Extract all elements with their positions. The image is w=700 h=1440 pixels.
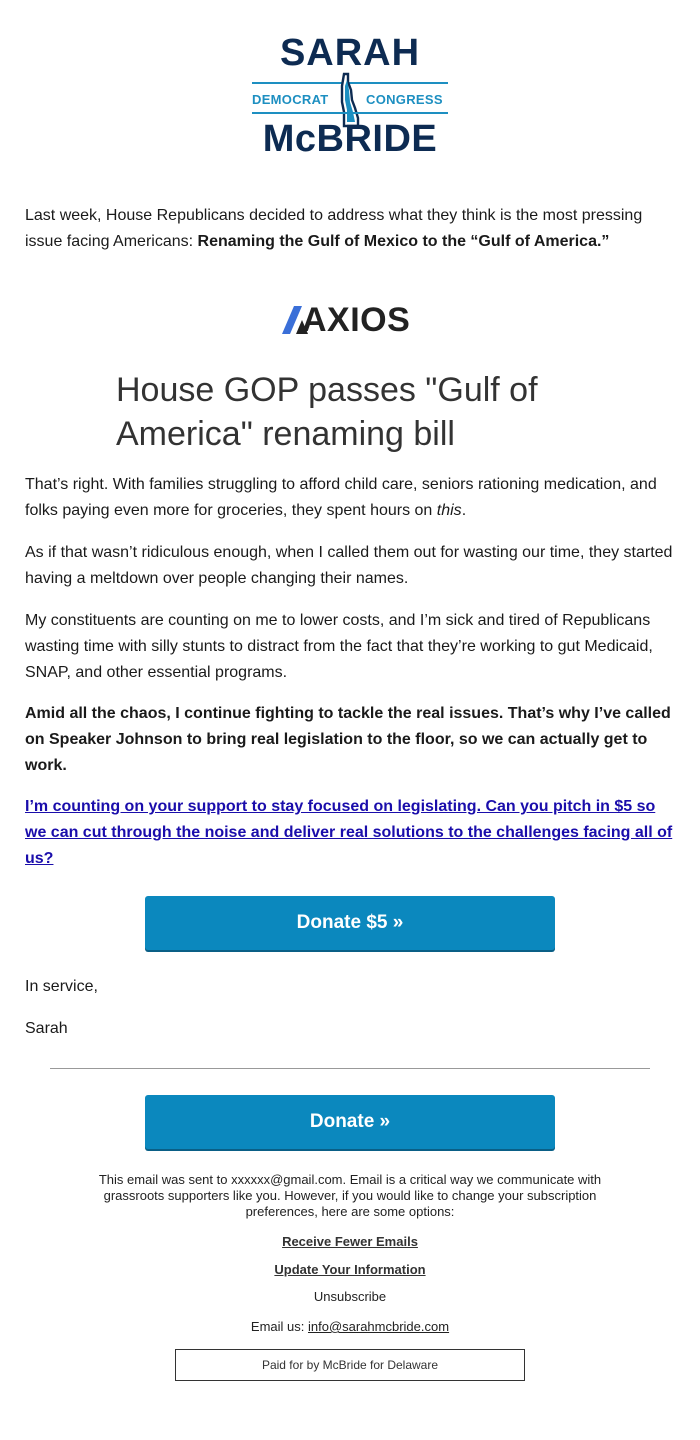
logo-divider-bottom: [252, 112, 448, 114]
donation-ask-link[interactable]: I’m counting on your support to stay focused on legislating. Can you pitch in $5 so we can cut through the noise and deliver real solutions to the challenges facing all of us?: [25, 798, 673, 867]
article-headline: House GOP passes "Gulf of America" renaming bill: [116, 371, 538, 453]
paragraph-4-bold: Amid all the chaos, I continue fighting to tackle the real issues. That’s why I’ve called on Speaker Johnson to bring real legislation to the floor, so we can actually get to work.: [25, 705, 671, 774]
signoff-name: Sarah: [25, 1020, 68, 1037]
receive-fewer-emails-link[interactable]: Receive Fewer Emails: [282, 1234, 418, 1249]
logo-first-name: SARAH: [279, 32, 421, 74]
donate-button[interactable]: Donate »: [145, 1095, 555, 1149]
paragraph-1-end: .: [461, 502, 467, 519]
donate-5-button[interactable]: Donate $5 »: [145, 896, 555, 950]
paid-for-disclaimer: Paid for by McBride for Delaware: [175, 1349, 525, 1381]
update-information-link[interactable]: Update Your Information: [274, 1262, 426, 1277]
email-us-line: [0, 1319, 700, 1334]
logo-last-name: McBRIDE: [262, 118, 438, 160]
axios-logo: [280, 300, 420, 340]
logo-tag-democrat: DEMOCRAT: [252, 92, 329, 107]
signoff-closing: In service,: [25, 978, 98, 995]
intro-bold: Renaming the Gulf of Mexico to the “Gulf of America.”: [197, 233, 610, 250]
paragraph-1: [25, 472, 675, 524]
unsubscribe-link[interactable]: Unsubscribe: [313, 1289, 387, 1304]
paragraph-3: My constituents are counting on me to lower costs, and I’m sick and tired of Republicans wasting time with silly stunts to distract from the fact that they’re working to gut Medicaid, SNAP, and other essential programs.: [25, 612, 653, 681]
paragraph-1-italic: this: [436, 502, 462, 519]
footer-notice: This email was sent to xxxxxx@gmail.com. Email is a critical way we communicate with grassroots supporters like you. However, if you would like to change your subscription preferences, here are some options:: [98, 1172, 602, 1219]
intro-text: Last week, House Republicans decided to address what they think is the most pressing issue facing Americans:: [25, 207, 643, 250]
paragraph-2: As if that wasn’t ridiculous enough, when I called them out for wasting our time, they started having a meltdown over people changing their names.: [25, 544, 673, 587]
axios-wordmark: AXIOS: [302, 301, 411, 339]
email-us-label: Email us:: [250, 1319, 308, 1334]
footer-divider: [50, 1068, 650, 1069]
campaign-logo: [248, 34, 452, 164]
intro-paragraph: [25, 203, 675, 255]
paragraph-1-text: That’s right. With families struggling to afford child care, seniors rationing medication, and folks paying even more for groceries, they spent hours on: [25, 476, 657, 519]
logo-tag-congress: CONGRESS: [366, 92, 443, 107]
contact-email-link[interactable]: info@sarahmcbride.com: [307, 1319, 450, 1334]
